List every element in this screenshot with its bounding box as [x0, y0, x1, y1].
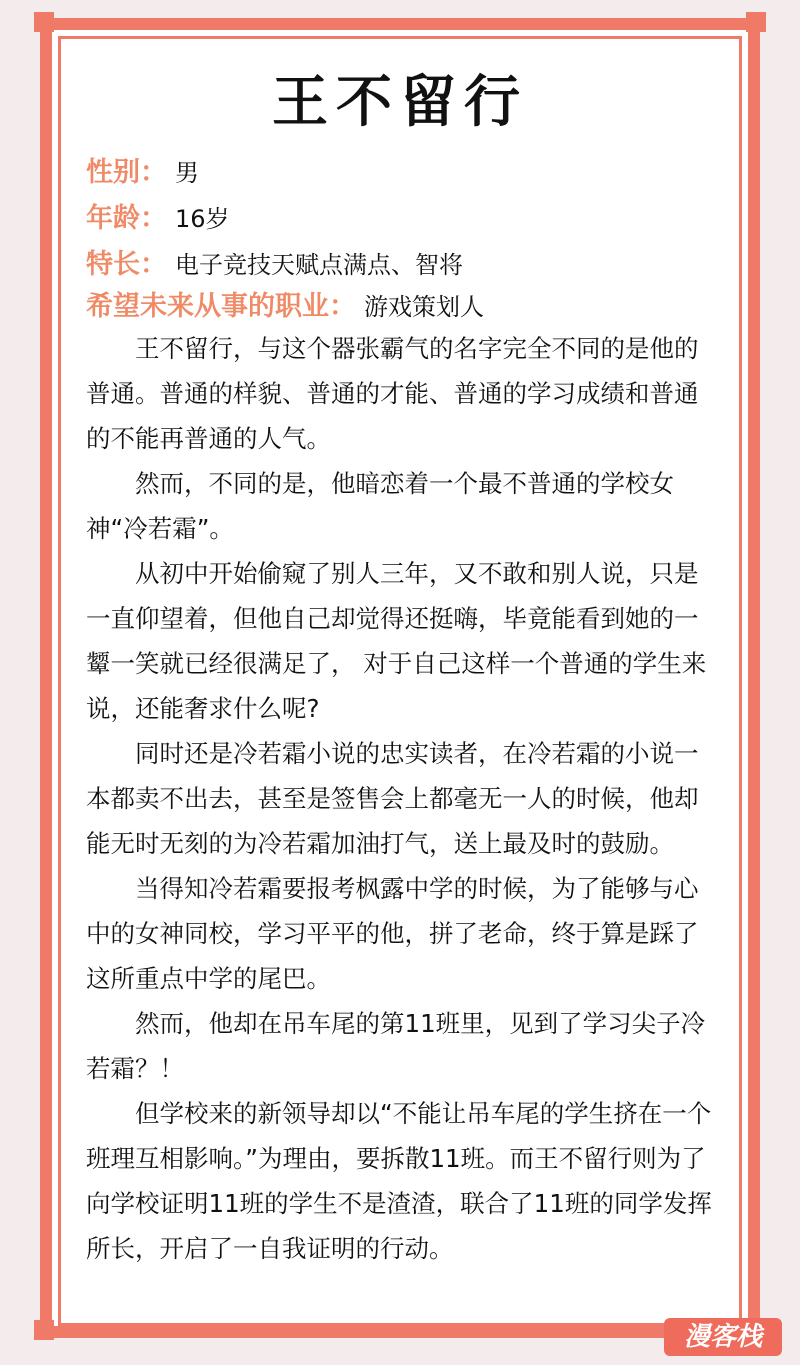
skill-value: 电子竞技天赋点满点、智将: [175, 251, 463, 279]
frame-corner: [746, 12, 766, 32]
paragraph: 但学校来的新领导却以“不能让吊车尾的学生挤在一个班理互相影响。”为理由，要拆散11班。而王不留行则为了向学校证明11班的学生不是渣渣，联合了11班的同学发挥所长，开启了一自我证明的行动。: [86, 1099, 712, 1263]
frame-corner: [34, 1320, 54, 1340]
story-text: [86, 326, 716, 1271]
age-row: [86, 202, 230, 236]
paragraph: 同时还是冷若霜小说的忠实读者，在冷若霜的小说一本都卖不出去，甚至是签售会上都毫无一人的时候，他却能无时无刻的为冷若霜加油打气，送上最及时的鼓励。: [86, 739, 699, 858]
skill-row: [86, 248, 463, 282]
career-label: 希望未来从事的职业：: [86, 291, 356, 322]
paragraph: 王不留行，与这个器张霸气的名字完全不同的是他的普通。普通的样貌、普通的才能、普通的学习成绩和普通的不能再普通的人气。: [86, 334, 699, 453]
frame-top: [40, 18, 760, 30]
watermark-logo: 漫客栈: [664, 1318, 782, 1356]
page-title: 王不留行: [272, 70, 528, 135]
frame-left: [40, 18, 52, 1338]
frame-corner: [34, 12, 54, 32]
frame-right: [748, 18, 760, 1338]
paragraph: 然而，不同的是，他暗恋着一个最不普通的学校女神“冷若霜”。: [86, 469, 674, 543]
gender-value: 男: [175, 159, 199, 187]
gender-label: 性别：: [86, 157, 167, 188]
skill-label: 特长：: [86, 249, 167, 280]
gender-row: [86, 156, 199, 190]
age-value: 16岁: [175, 205, 230, 233]
paragraph: 当得知冷若霜要报考枫露中学的时候，为了能够与心中的女神同校，学习平平的他，拼了老命，终于算是踩了这所重点中学的尾巴。: [86, 874, 699, 993]
paragraph: 从初中开始偷窥了别人三年，又不敢和别人说，只是一直仰望着，但他自己却觉得还挺嗨，毕竟能看到她的一颦一笑就已经很满足了， 对于自己这样一个普通的学生来说，还能奢求什么呢?: [86, 559, 707, 723]
age-label: 年龄：: [86, 203, 167, 234]
career-value: 游戏策划人: [364, 293, 484, 321]
paragraph: 然而，他却在吊车尾的第11班里，见到了学习尖子冷若霜？！: [86, 1009, 706, 1083]
frame-bottom: [40, 1326, 760, 1338]
career-row: [86, 290, 484, 324]
